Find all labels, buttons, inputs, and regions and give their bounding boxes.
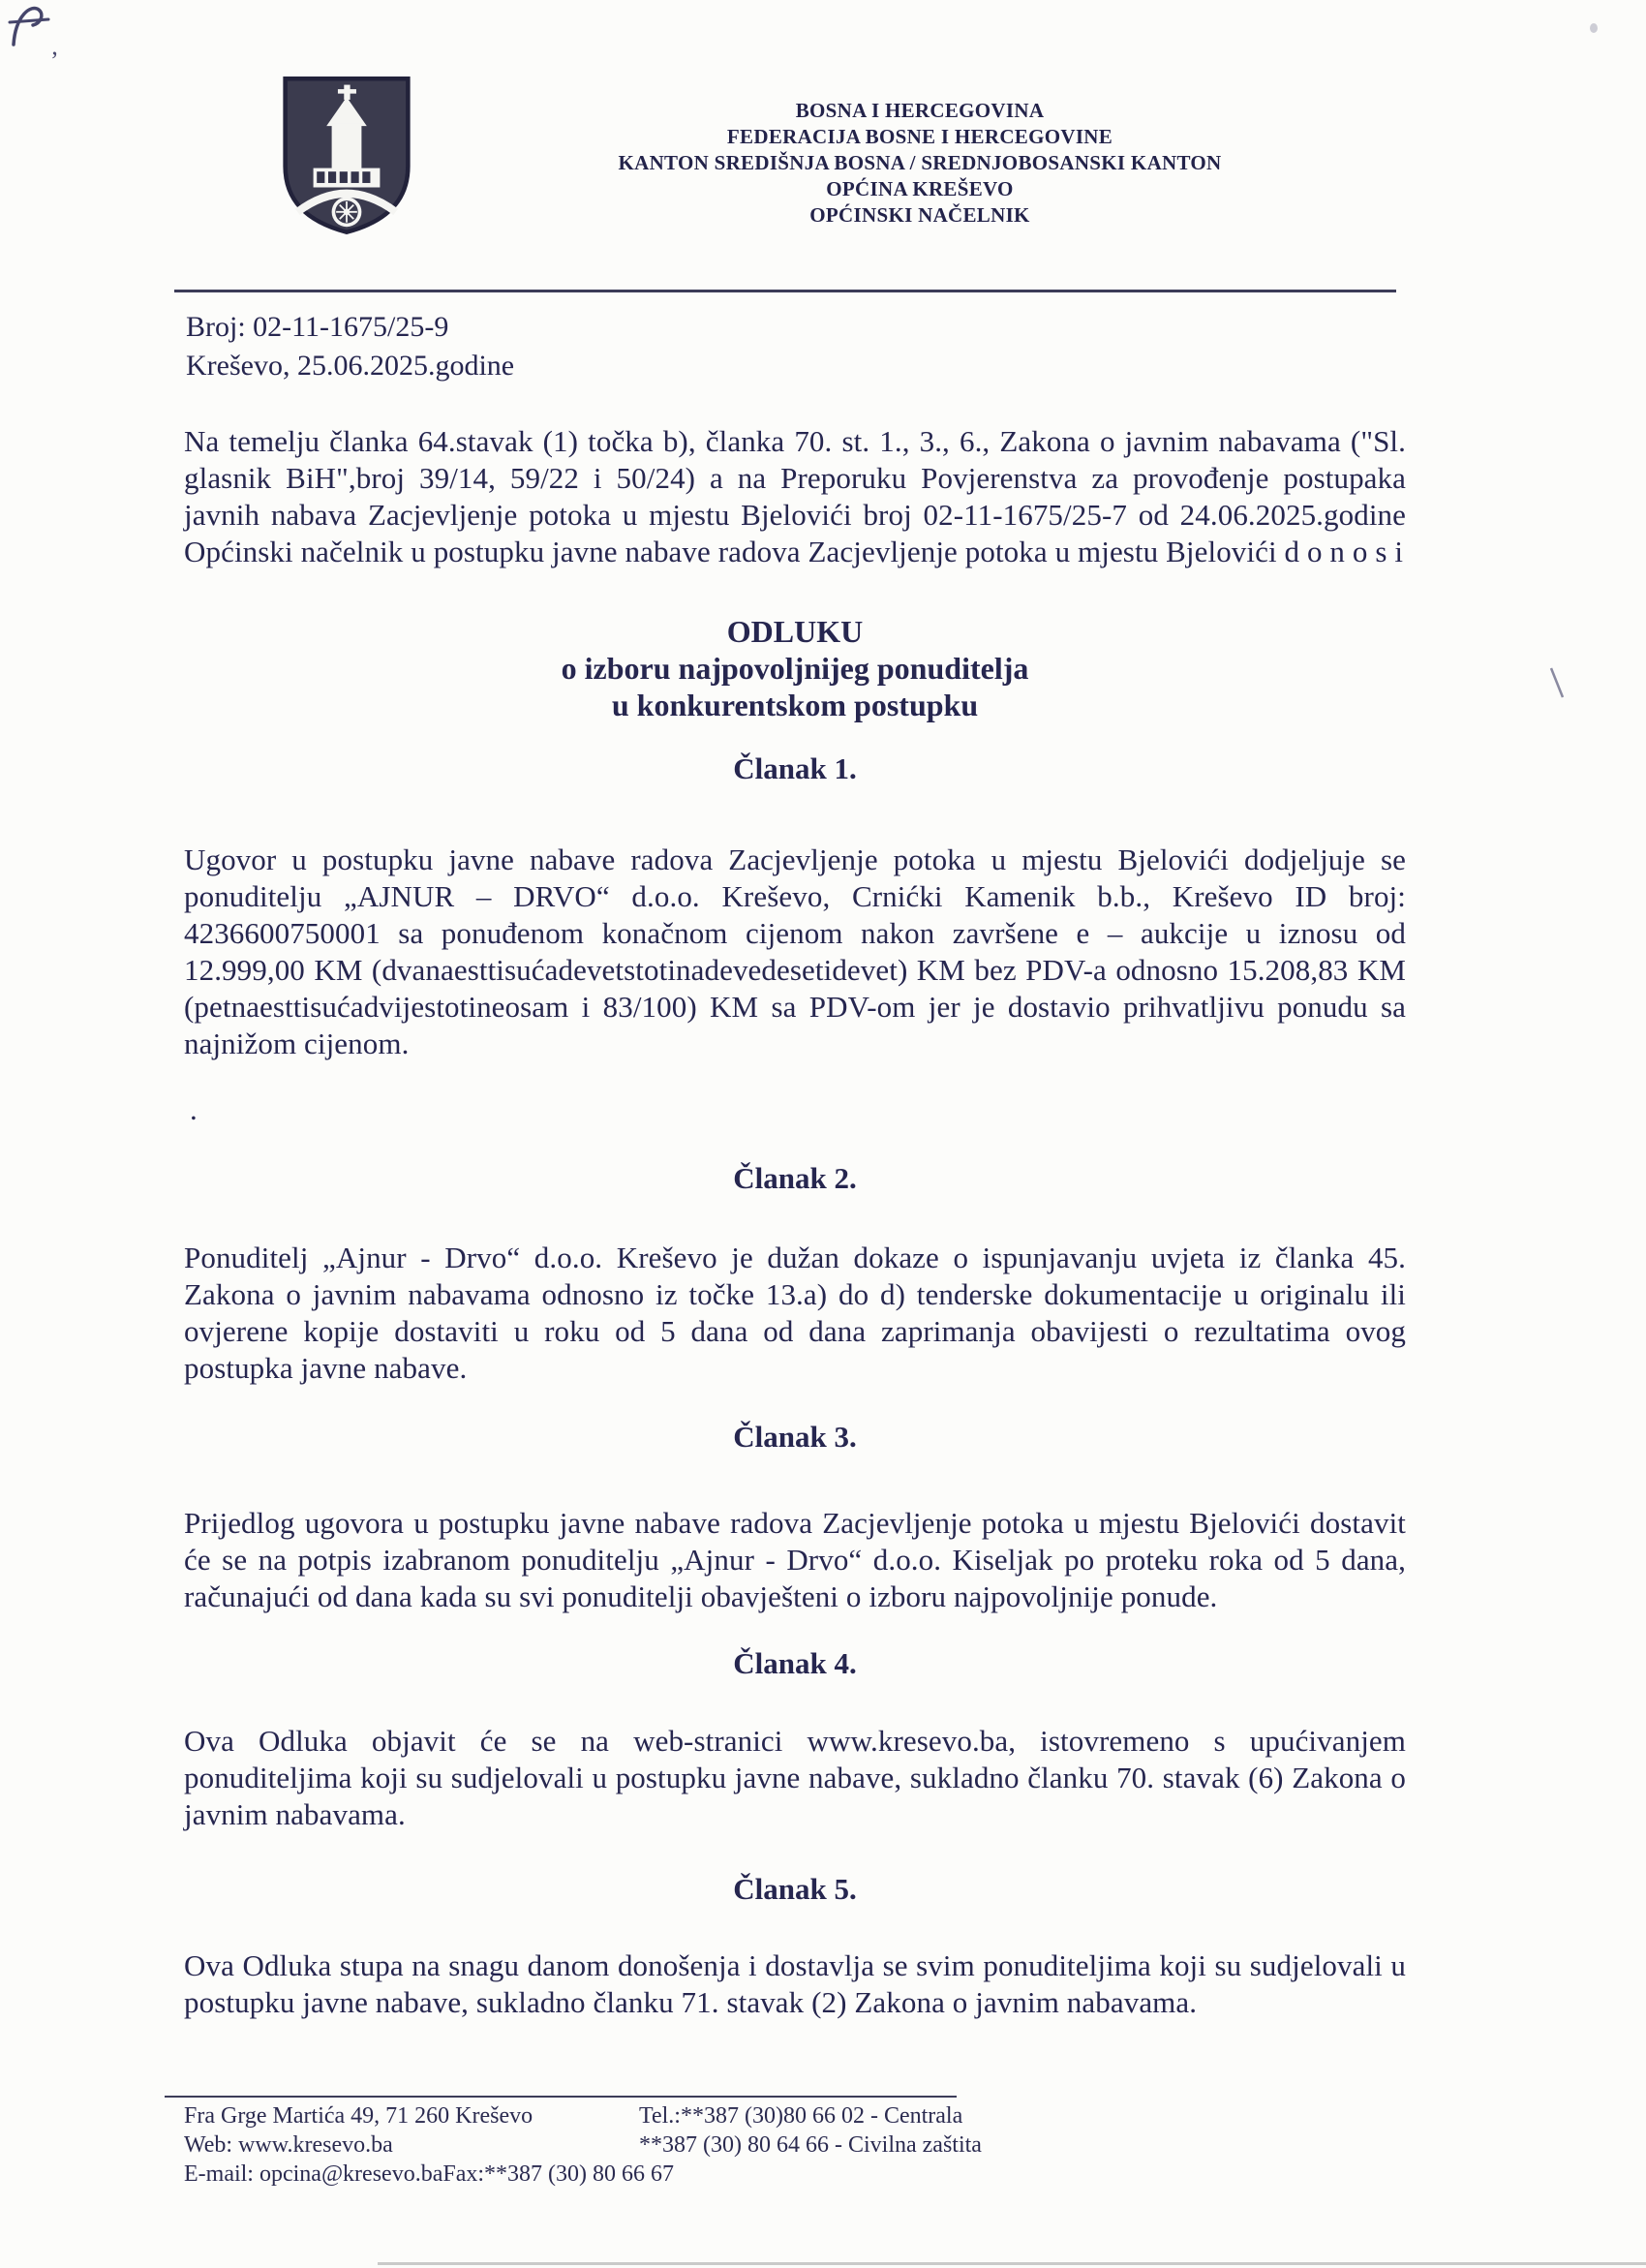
article-3-heading: Članak 3. (733, 1420, 857, 1454)
stray-period-mark: . (190, 1092, 198, 1126)
footer-address: Fra Grge Martića 49, 71 260 Kreševo (184, 2103, 533, 2129)
article-5-body: Ova Odluka stupa na snagu danom donošenja i dostavlja se svim ponuditeljima koji su sudjelovali u postupku javne nabave, sukladno članku 71. stavak (2) Zakona o javnim nabavama. (184, 1948, 1406, 2019)
org-header-federation: FEDERACIJA BOSNE I HERCEGOVINE (726, 125, 1113, 148)
stray-pen-stroke (1547, 666, 1567, 699)
decision-subtitle-2: u konkurentskom postupku (611, 688, 979, 722)
footer-phone-centrala: Tel.:**387 (30)80 66 02 - Centrala (639, 2103, 963, 2129)
footer-row-3 (184, 2160, 1443, 2189)
footer-divider (165, 2096, 957, 2098)
footer-row-2 (184, 2130, 1443, 2160)
article-1-heading: Članak 1. (733, 751, 857, 785)
document-place-date: Kreševo, 25.06.2025.godine (186, 350, 515, 382)
scan-speck (1590, 23, 1598, 33)
decision-title-block (184, 613, 1406, 723)
article-2-body: Ponuditelj „Ajnur - Drvo“ d.o.o. Kreševo je dužan dokaze o ispunjavanju uvjeta iz članka 45. Zakona o javnim nabavama odnosno iz točke 13.a) do d) tenderske dokumentacije u originalu ili ovjerene kopije dostaviti u roku od 5 dana od dana zaprimanja obavijesti o rezultatima ovog postupka javne nabave. (184, 1241, 1406, 1385)
org-header-canton: KANTON SREDIŠNJA BOSNA / SREDNJOBOSANSKI KANTON (618, 151, 1222, 174)
header-divider (174, 290, 1396, 292)
org-header-municipality: OPĆINA KREŠEVO (826, 177, 1014, 200)
org-header-country: BOSNA I HERCEGOVINA (795, 99, 1045, 122)
footer-web: Web: www.kresevo.ba (184, 2132, 393, 2158)
article-4-heading: Članak 4. (733, 1646, 857, 1680)
document-number: Broj: 02-11-1675/25-9 (186, 311, 449, 343)
scan-bottom-edge (378, 2262, 1646, 2265)
org-header (571, 98, 1268, 229)
decision-title: ODLUKU (726, 614, 864, 649)
article-4-body: Ova Odluka objavit će se na web-stranici www.kresevo.ba, istovremeno s upućivanjem ponuditeljima koji su sudjelovali u postupku javne nabave, sukladno članku 70. stavak (6) Zakona o javnim nabavama. (184, 1724, 1406, 1831)
reference-block (186, 308, 514, 385)
article-5-heading: Članak 5. (733, 1872, 857, 1906)
preamble-paragraph: Na temelju članka 64.stavak (1) točka b), članka 70. st. 1., 3., 6., Zakona o javnim nabavama ("Sl. glasnik BiH",broj 39/14, 59/22 i 50/24) a na Preporuku Povjerenstva za provođenje postupaka javnih nabava Zacjevljenje potoka u mjestu Bjelovići broj 02-11-1675/25-7 od 24.06.2025.godine Općinski načelnik u postupku javne nabave radova Zacjevljenje potoka u mjestu Bjelovići d o n o s i (184, 424, 1406, 568)
footer-phone-civilna: **387 (30) 80 64 66 - Civilna zaštita (639, 2132, 982, 2158)
decision-subtitle-1: o izboru najpovoljnijeg ponuditelja (561, 651, 1029, 686)
org-header-mayor-office: OPĆINSKI NAČELNIK (809, 203, 1030, 227)
footer-row-1 (184, 2101, 1443, 2130)
article-2-heading: Članak 2. (733, 1161, 857, 1195)
apostrophe-mark: ’ (50, 46, 59, 75)
footer-email-fax: E-mail: opcina@kresevo.baFax:**387 (30) 80 66 67 (184, 2161, 674, 2187)
footer (184, 2101, 1443, 2189)
article-3-body: Prijedlog ugovora u postupku javne nabave radova Zacjevljenje potoka u mjestu Bjelovići dostavit će se na potpis izabranom ponuditelju „Ajnur - Drvo“ d.o.o. Kiseljak po proteku roka od 5 dana, računajući od dana kada su svi ponuditelji obavješteni o izboru najpovoljnije ponude. (184, 1506, 1406, 1613)
article-1-body: Ugovor u postupku javne nabave radova Zacjevljenje potoka u mjestu Bjelovići dodjeljuje se ponuditelju „AJNUR – DRVO“ d.o.o. Kreševo, Crnićki Kamenik b.b., Kreševo ID broj: 4236600750001 sa ponuđenom konačnom cijenom nakon završene e – aukcije u iznosu od 12.999,00 KM (dvanaesttisućadevetstotinadevedesetidevet) KM bez PDV-a odnosno 15.208,83 KM (petnaesttisućadvijestotineosam i 83/100) KM sa PDV-om jer je dostavio prihvatljivu ponudu sa najnižom cijenom. (184, 843, 1406, 1060)
kresevo-coat-of-arms-logo (276, 72, 417, 238)
